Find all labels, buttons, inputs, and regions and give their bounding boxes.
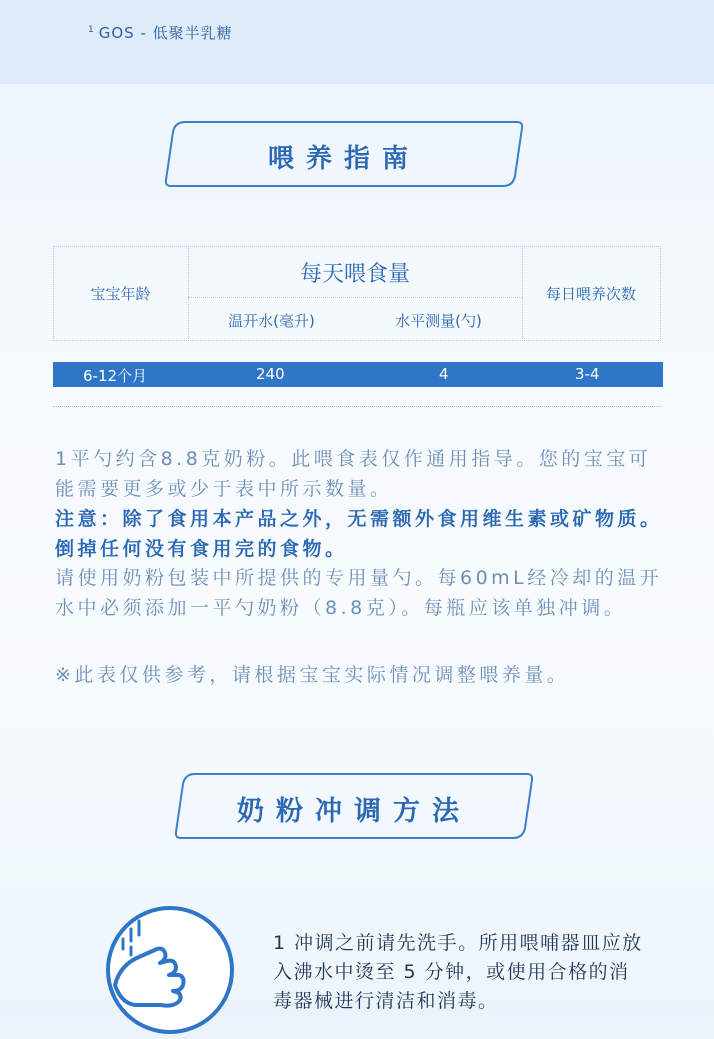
note-paragraph-1: 1平勺约含8.8克奶粉。此喂食表仅作通用指导。您的宝宝可能需要更多或少于表中所示数量。 [55,448,652,500]
header-feeds-per-day: 每日喂养次数 [545,285,636,303]
top-band [0,0,714,84]
section-title-feeding: 喂养指南 [267,144,420,174]
header-water-ml: 温开水(毫升) [228,312,315,330]
feeding-guide-title-frame [163,120,525,188]
footnote-marker: 1 [88,25,95,35]
section-title-preparation: 奶粉冲调方法 [237,796,471,827]
step-1-text: 1 冲调之前请先洗手。所用喂哺器皿应放入沸水中烫至 5 分钟，或使用合格的消毒器械进行清洁和消毒。 [273,932,643,1012]
row-age: 6-12个月 [83,367,148,385]
hand-washing-icon [105,905,235,1035]
table-row [53,362,663,387]
header-scoops: 水平测量(勺) [395,312,482,330]
row-water: 240 [256,365,285,383]
feeding-table-header [53,246,661,341]
table-divider [53,406,661,407]
note-paragraph-3: 请使用奶粉包装中所提供的专用量勺。每60mL经冷却的温开水中必须添加一平勺奶粉（8.8克）。每瓶应该单独冲调。 [55,567,663,619]
header-age: 宝宝年龄 [90,285,151,303]
note-paragraph-warning: 注意：除了食用本产品之外，无需额外食用维生素或矿物质。倒掉任何没有食用完的食物。 [55,508,663,560]
header-daily-amount: 每天喂食量 [299,262,410,287]
row-scoop: 4 [439,365,449,383]
reference-note: ※此表仅供参考，请根据宝宝实际情况调整喂养量。 [55,664,570,686]
footnote-text: GOS - 低聚半乳糖 [98,24,233,42]
preparation-title-frame [173,772,535,840]
row-times: 3-4 [575,365,600,383]
footnote [88,22,233,43]
